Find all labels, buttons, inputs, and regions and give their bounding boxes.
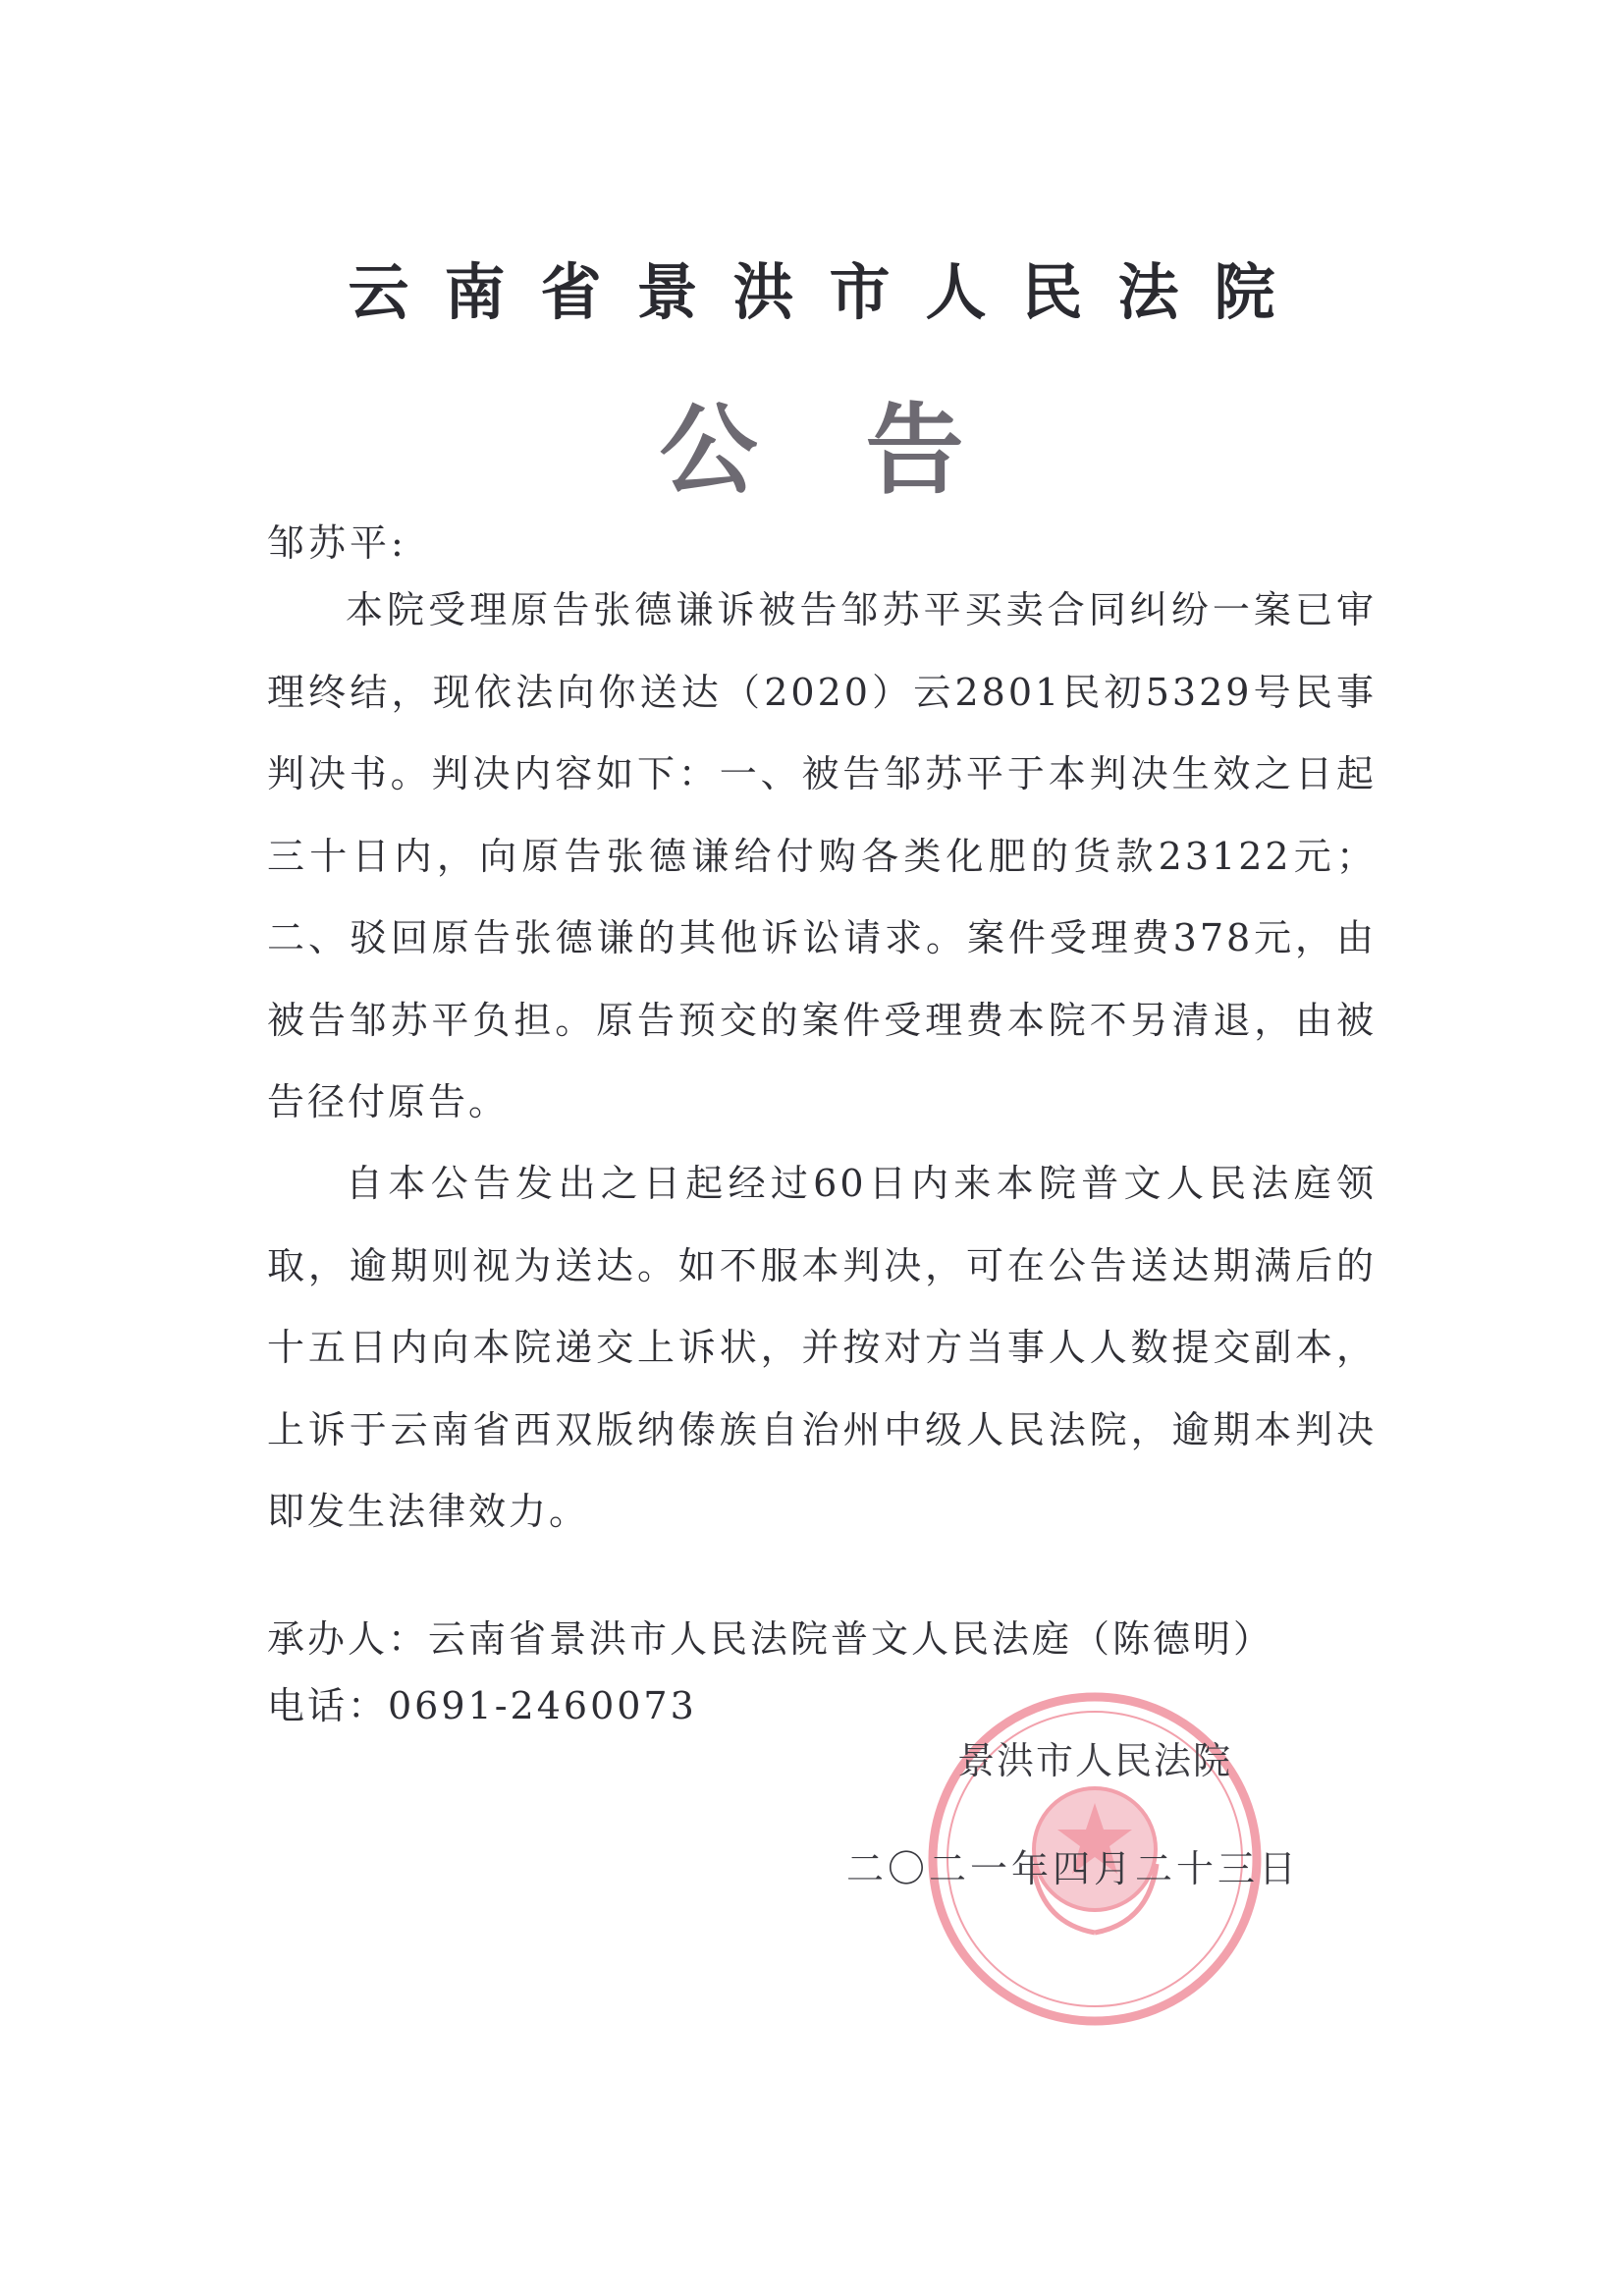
notice-title: 公告 [659,392,1072,508]
signature-organization: 景洪市人民法院 [957,1739,1233,1782]
phone-line: 电话：0691-2460073 [267,1684,697,1727]
service-paragraph: 自本公告发出之日起经过60日内来本院普文人民法庭领取，逾期则视为送达。如不服本判决，可在公告送达期满后的十五日内向本院递交上诉状，并按对方当事人人数提交副本，上诉于云南省西双版纳傣族自治州中级人民法院，逾期本判决即发生法律效力。 [267,1162,1377,1533]
signature-date: 二〇二一年四月二十三日 [846,1847,1301,1890]
court-name-heading: 云南省景洪市人民法院 [348,256,1311,328]
handler-line: 承办人：云南省景洪市人民法院普文人民法庭（陈德明） [267,1617,1274,1661]
addressee: 邹苏平: [267,521,407,565]
judgment-paragraph: 本院受理原告张德谦诉被告邹苏平买卖合同纠纷一案已审理终结，现依法向你送达（2020）云2801民初5329号民事判决书。判决内容如下：一、被告邹苏平于本判决生效之日起三十日内，向原告张德谦给付购各类化肥的货款23122元；二、驳回原告张德谦的其他诉讼请求。案件受理费378元，由被告邹苏平负担。原告预交的案件受理费本院不另清退，由被告径付原告。 [267,588,1377,1123]
